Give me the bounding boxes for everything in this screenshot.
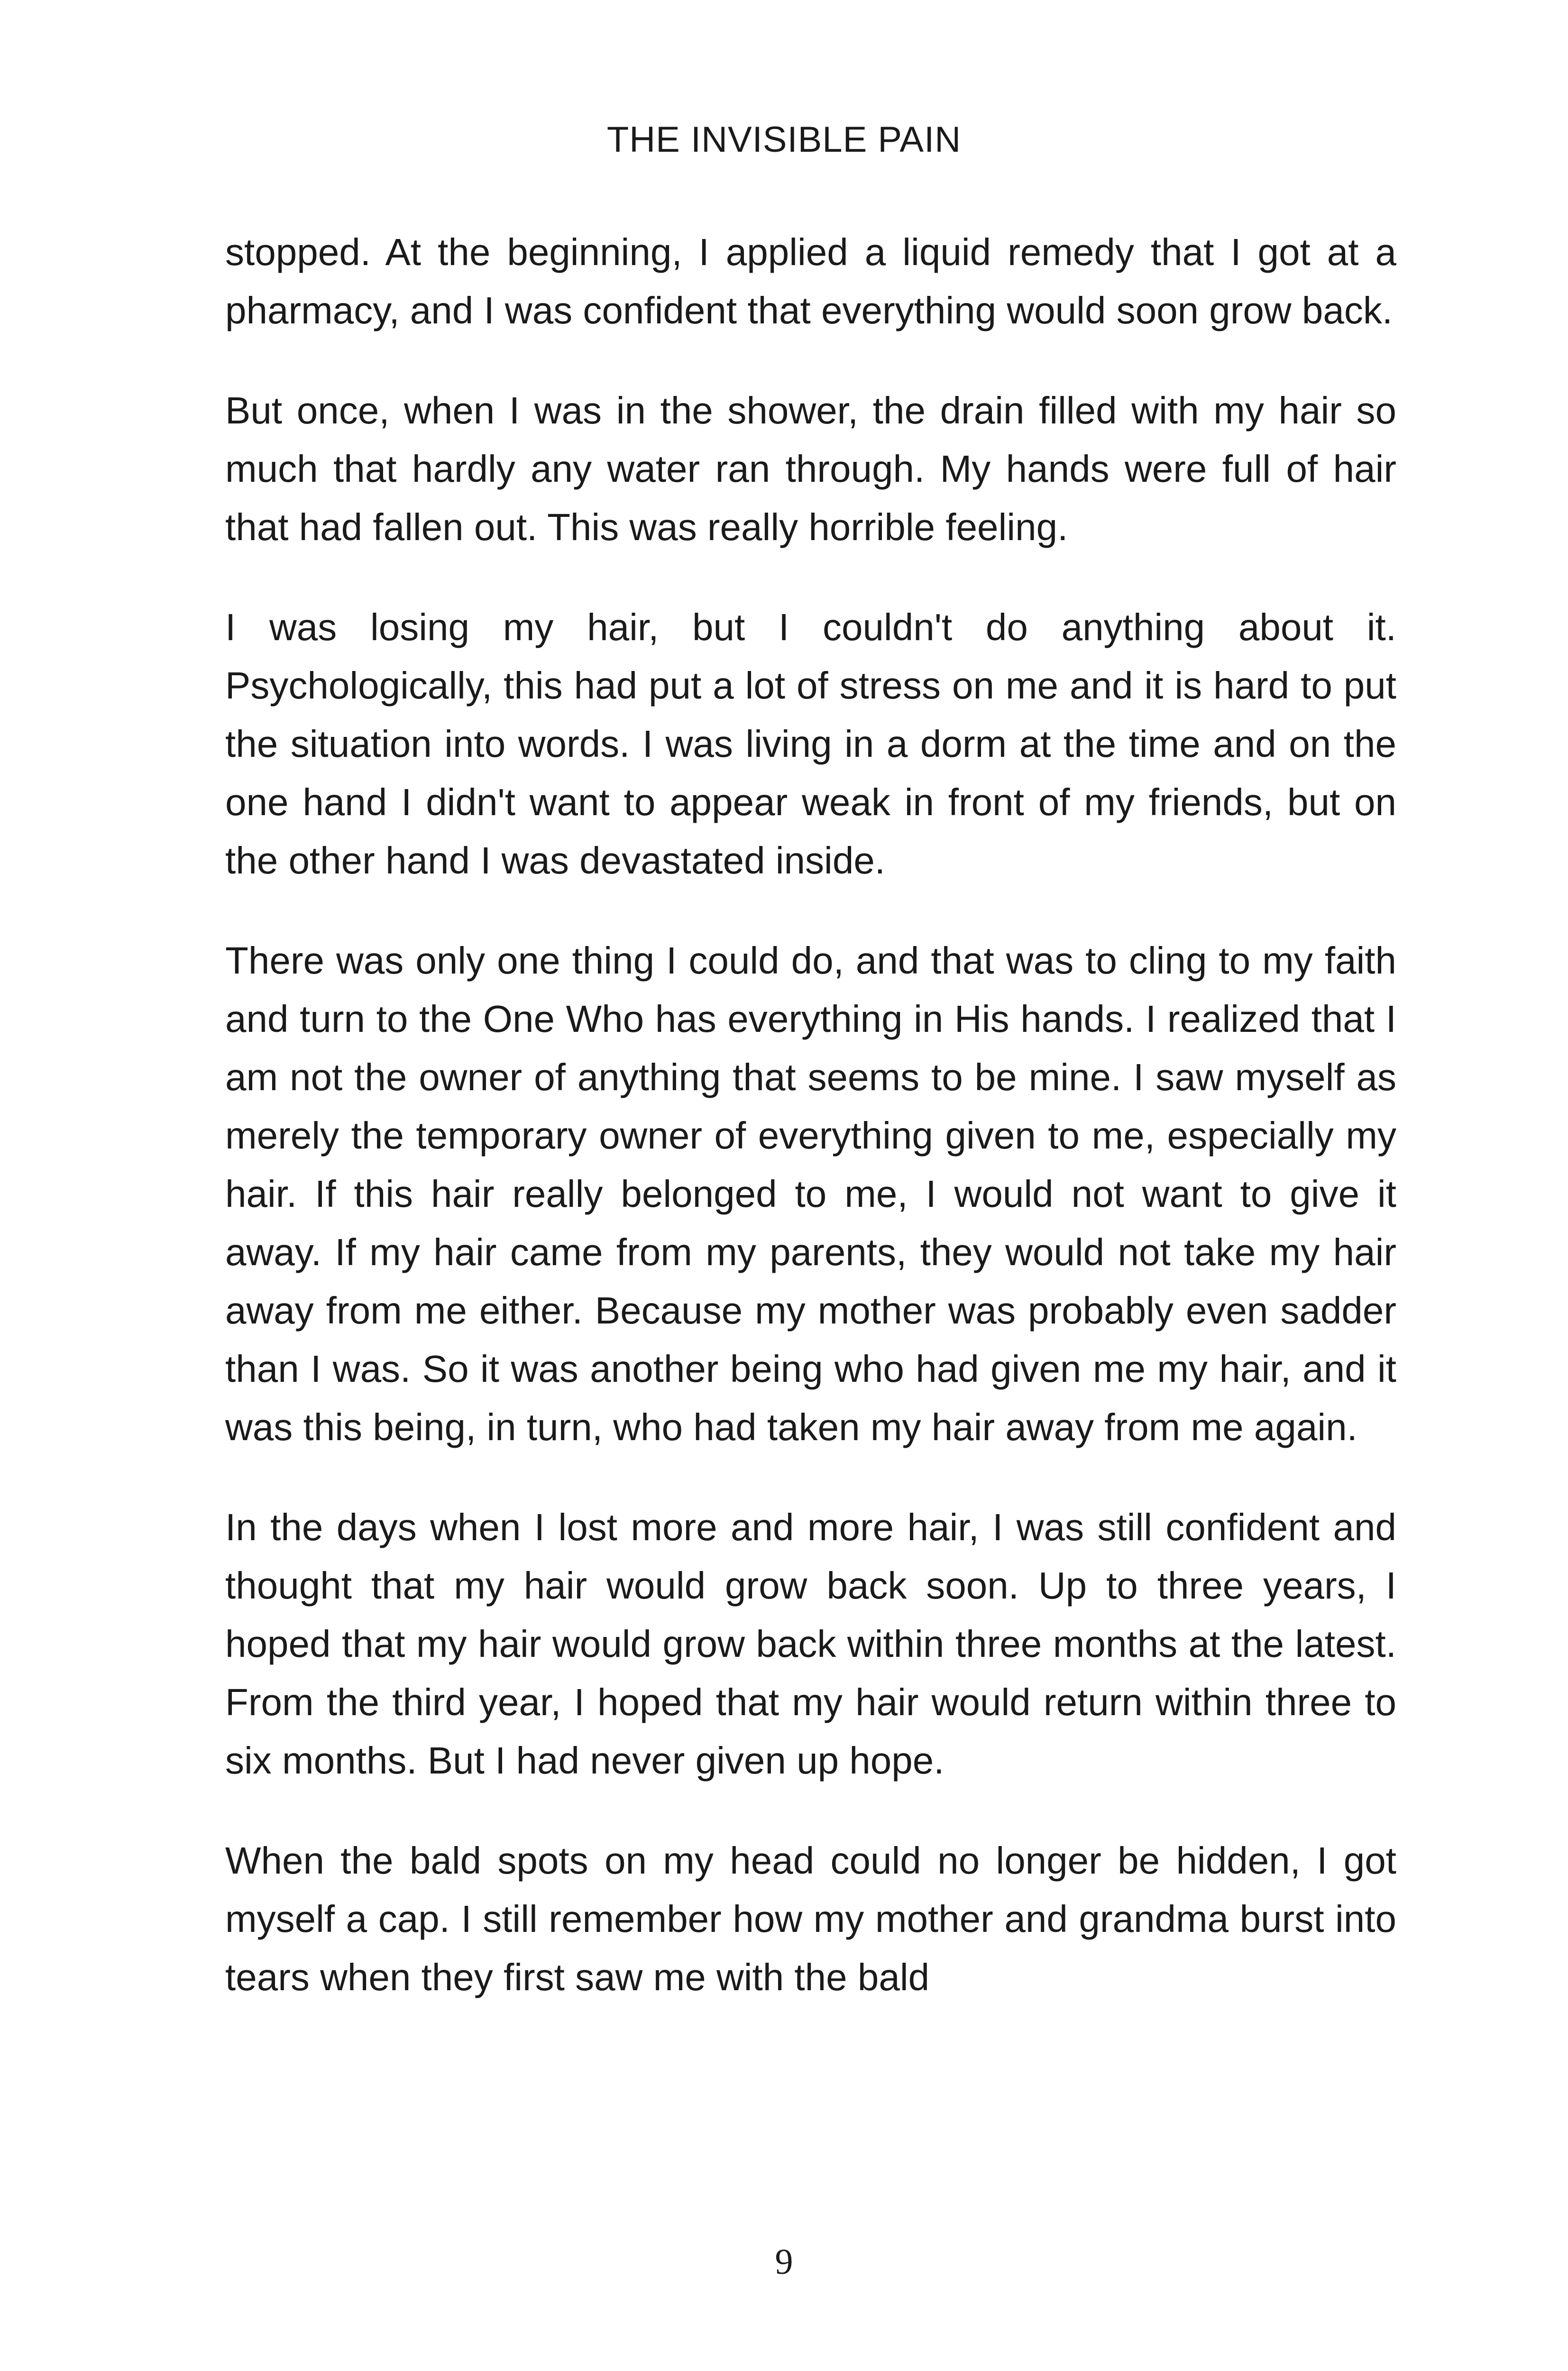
paragraph: When the bald spots on my head could no longer be hidden, I got myself a cap. I still remember how my mother and grandma burst into tears when they first saw me with the bald — [225, 1839, 1396, 1998]
page-number: 9 — [775, 2242, 793, 2282]
running-head: THE INVISIBLE PAIN — [606, 119, 962, 160]
paragraph: I was losing my hair, but I couldn't do anything about it. Psychologically, this had put a lot of stress on me and it is hard to put the situation into words. I was living in a dorm at the time and on the one hand I didn't want to appear weak in front of my friends, but on the other hand I was devastated inside. — [225, 606, 1396, 882]
body-text — [225, 223, 1396, 2006]
paragraph: stopped. At the beginning, I applied a liquid remedy that I got at a pharmacy, and I was confident that everything would soon grow back. — [225, 231, 1396, 331]
paragraph: But once, when I was in the shower, the drain filled with my hair so much that hardly any water ran through. My hands were full of hair that had fallen out. This was really horrible feeling. — [225, 389, 1396, 548]
paragraph: In the days when I lost more and more hair, I was still confident and thought that my hair would grow back soon. Up to three years, I hoped that my hair would grow back within three months at the latest. From the third year, I hoped that my hair would return within three to six months. But I had never given up hope. — [225, 1506, 1396, 1782]
paragraph: There was only one thing I could do, and that was to cling to my faith and turn to the One Who has everything in His hands. I realized that I am not the owner of anything that seems to be mine. I saw myself as merely the temporary owner of everything given to me, especially my hair. If this hair really belonged to me, I would not want to give it away. If my hair came from my parents, they would not take my hair away from me either. Because my mother was probably even sadder than I was. So it was another being who had given me my hair, and it was this being, in turn, who had taken my hair away from me again. — [225, 939, 1396, 1448]
